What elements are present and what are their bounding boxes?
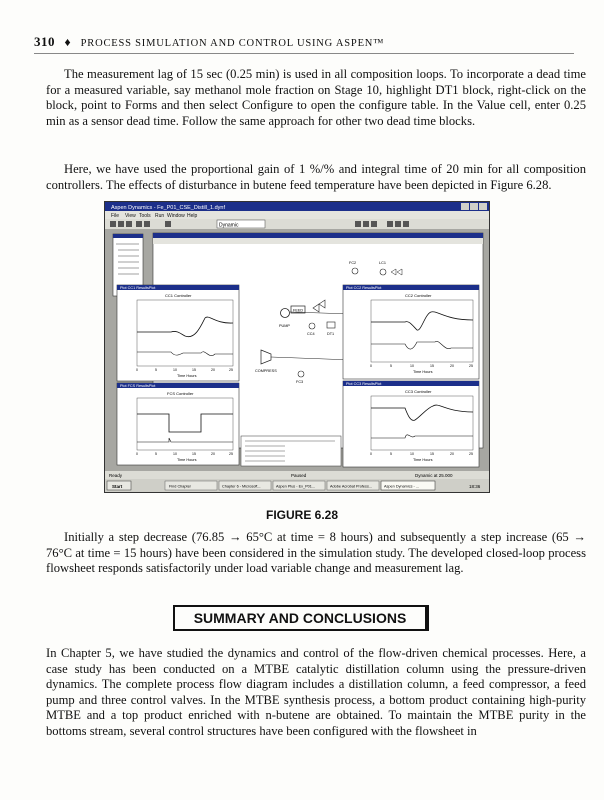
svg-text:Find Chapter: Find Chapter bbox=[169, 484, 191, 489]
plot-window-fcs[interactable] bbox=[117, 383, 239, 465]
menu-tools[interactable]: Tools bbox=[139, 213, 151, 219]
svg-text:25: 25 bbox=[469, 364, 473, 368]
plot4-chart-title: FCS Controller bbox=[167, 391, 194, 396]
paragraph-controller-tuning: Here, we have used the proportional gain of 1 %/% and integral time of 20 min for all composition controllers. The effects of disturbance in butene feed temperature have been depicted in Figure 6.28. bbox=[46, 162, 586, 192]
svg-text:15: 15 bbox=[430, 364, 434, 368]
svg-text:20: 20 bbox=[211, 452, 215, 456]
svg-text:5: 5 bbox=[155, 368, 157, 372]
svg-text:20: 20 bbox=[450, 364, 454, 368]
status-ready: Ready bbox=[109, 473, 123, 478]
feed-label: FEED bbox=[293, 308, 304, 313]
status-paused: Paused bbox=[291, 473, 307, 478]
svg-text:Adobe Acrobat Profess...: Adobe Acrobat Profess... bbox=[330, 484, 373, 489]
svg-text:15: 15 bbox=[192, 452, 196, 456]
menu-file[interactable]: File bbox=[111, 213, 120, 219]
plot2-chart-title: CC2 Controller bbox=[405, 293, 432, 298]
svg-text:Chapter 6 - Microsoft...: Chapter 6 - Microsoft... bbox=[222, 484, 261, 489]
plot2-title: Plot CC2 ResultsPlot bbox=[346, 286, 382, 290]
svg-text:20: 20 bbox=[450, 452, 454, 456]
running-title: PROCESS SIMULATION AND CONTROL USING ASPEN™ bbox=[80, 38, 385, 49]
pump-icon[interactable] bbox=[281, 309, 290, 318]
svg-text:5: 5 bbox=[155, 452, 157, 456]
svg-text:10: 10 bbox=[410, 364, 414, 368]
svg-text:10: 10 bbox=[173, 368, 177, 372]
cc4-label: CC4 bbox=[307, 332, 315, 336]
svg-text:20: 20 bbox=[211, 368, 215, 372]
plot2-xlabel: Time Hours bbox=[413, 370, 433, 374]
running-header bbox=[34, 34, 574, 54]
header-separator: ♦ bbox=[64, 35, 72, 49]
fc2-label: FC2 bbox=[349, 261, 357, 265]
plot1-title: Plot CC1 ResultsPlot bbox=[120, 286, 156, 290]
plot3-title: Plot CC3 ResultsPlot bbox=[346, 382, 382, 386]
plot-window-cc2[interactable] bbox=[343, 285, 479, 379]
svg-text:25: 25 bbox=[229, 368, 233, 372]
svg-text:25: 25 bbox=[229, 452, 233, 456]
section-heading-summary: SUMMARY AND CONCLUSIONS bbox=[173, 605, 429, 631]
compressor-label: COMPRESS bbox=[255, 369, 277, 373]
lc1-label: LC1 bbox=[379, 261, 386, 265]
taskbar-clock: 18:36 bbox=[469, 484, 481, 489]
svg-text:10: 10 bbox=[410, 452, 414, 456]
mode-select-value: Dynamic bbox=[219, 222, 239, 229]
svg-text:10: 10 bbox=[173, 452, 177, 456]
paragraph-step-change: Initially a step decrease (76.85 → 65°C at time = 8 hours) and subsequently a step increase (65 → 76°C at time = 15 hours) have been considered in the simulation study. The developed closed-loop process flowsheet responds satisfactorily under load variable change and measurement lag. bbox=[46, 530, 586, 576]
plot1-chart-title: CC1 Controller bbox=[165, 293, 192, 298]
svg-text:Aspen Plus - Ex_P01...: Aspen Plus - Ex_P01... bbox=[276, 484, 316, 489]
fc3-label: FC3 bbox=[296, 380, 304, 384]
svg-text:15: 15 bbox=[430, 452, 434, 456]
page-number: 310 bbox=[34, 34, 55, 49]
status-dynamic: Dynamic at 25.000 bbox=[415, 473, 453, 478]
svg-text:15: 15 bbox=[192, 368, 196, 372]
svg-text:0: 0 bbox=[370, 452, 372, 456]
paragraph-summary: In Chapter 5, we have studied the dynamics and control of the flow-driven chemical processes. Here, a case study has been conducted on a MTBE catalytic distillation column using the pressure-driven dynamics. The complete process flow diagram includes a distillation column, a feed compressor, a feed pump and three control valves. In the MTBE synthesis process, a bottom product containing high-purity MTBE and a top product enriched with n-butene are obtained. To maintain the MTBE purity in the bottoms stream, several control structures have been configured with the flowsheet in bbox=[46, 646, 586, 738]
menu-view[interactable]: View bbox=[125, 213, 136, 219]
svg-text:Aspen Dynamics - ...: Aspen Dynamics - ... bbox=[384, 484, 420, 489]
plot4-xlabel: Time Hours bbox=[177, 458, 197, 462]
menu-window[interactable]: Window bbox=[167, 213, 185, 219]
plot-window-cc3[interactable] bbox=[343, 381, 479, 467]
svg-text:5: 5 bbox=[390, 452, 392, 456]
menu-help[interactable]: Help bbox=[187, 213, 198, 219]
paragraph-dead-time: The measurement lag of 15 sec (0.25 min) is used in all composition loops. To incorporate a dead time for a measured variable, say methanol mole fraction on Stage 10, highlight DT1 block, right-click on the block, point to Forms and then select Configure to open the configure table. In the Value cell, enter 0.25 min as a sensor dead time. Follow the same approach for other two dead time blocks. bbox=[46, 67, 586, 128]
figure-screenshot bbox=[104, 201, 490, 493]
plot4-title: Plot FCS ResultsPlot bbox=[120, 384, 156, 388]
plot-window-cc1[interactable] bbox=[117, 285, 239, 381]
svg-text:0: 0 bbox=[136, 452, 138, 456]
svg-text:0: 0 bbox=[136, 368, 138, 372]
plot3-chart-title: CC3 Controller bbox=[405, 389, 432, 394]
figure-caption: FIGURE 6.28 bbox=[265, 508, 339, 522]
start-label: Start bbox=[112, 484, 123, 489]
window-title: Aspen Dynamics - Fe_P01_CSE_Distill_1.dynf bbox=[111, 205, 226, 211]
plot3-xlabel: Time Hours bbox=[413, 458, 433, 462]
pump-label: PUMP bbox=[279, 324, 290, 328]
svg-text:25: 25 bbox=[469, 452, 473, 456]
svg-text:0: 0 bbox=[370, 364, 372, 368]
menu-run[interactable]: Run bbox=[155, 213, 165, 219]
dt1-label: DT1 bbox=[327, 332, 335, 336]
svg-text:5: 5 bbox=[390, 364, 392, 368]
plot1-xlabel: Time Hours bbox=[177, 374, 197, 378]
